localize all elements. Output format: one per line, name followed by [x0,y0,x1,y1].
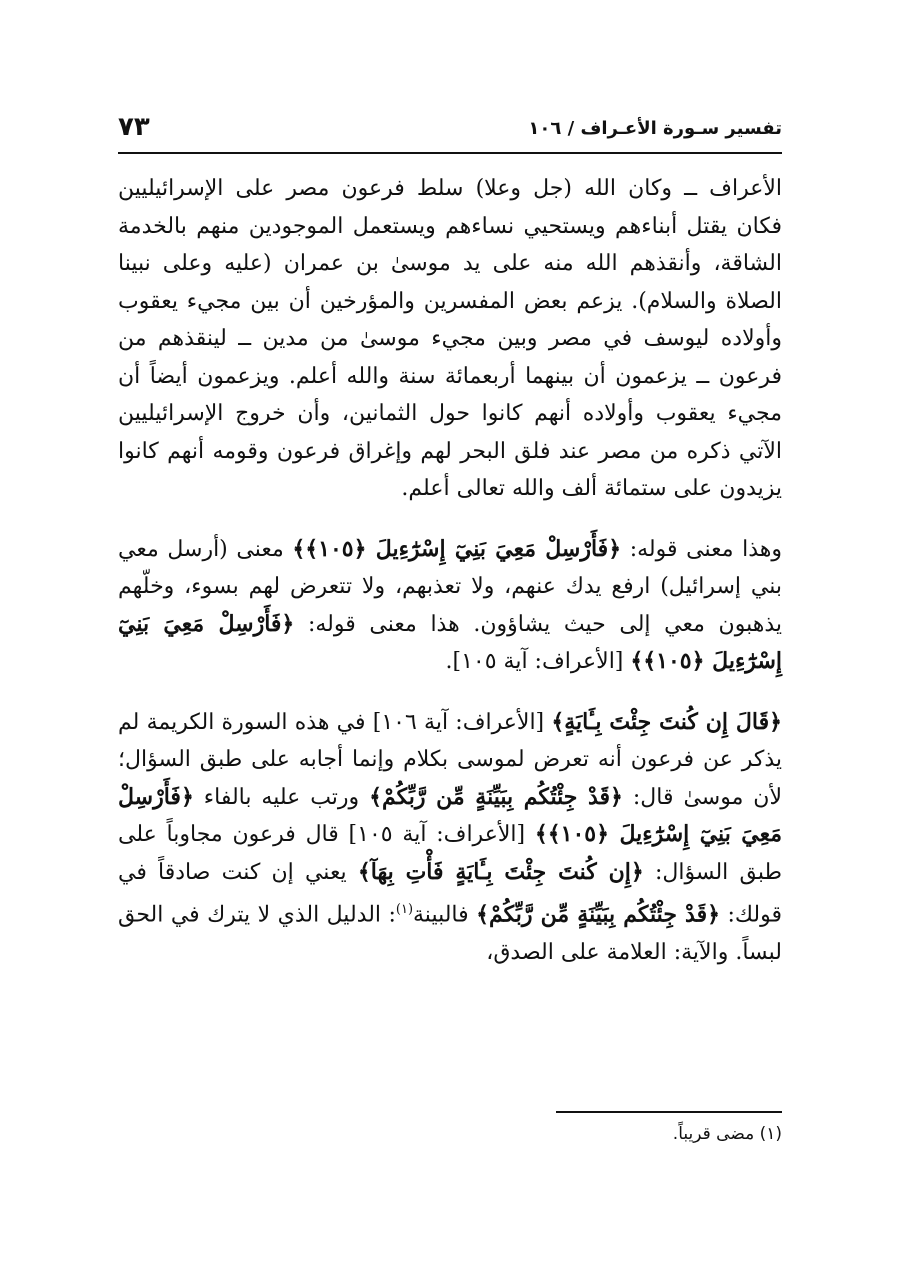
footnote-reference: (١) [395,902,414,917]
quran-verse: ﴿فَأَرْسِلْ مَعِيَ بَنِيٓ إِسْرَٰٓءِيلَ ﴿١٠٥﴾﴾ [292,535,622,562]
footnote-rule [556,1111,782,1113]
paragraph-text: وهذا معنى قوله: [621,536,782,562]
paragraph-1: الأعراف ــ وكان الله (جل وعلا) سلط فرعون مصر على الإسرائيليين فكان يقتل أبناءهم ويستحيي نساءهم ويستعمل الموجودين منهم بالخدمة الشاقة، وأنقذهم الله منه على يد موسىٰ بن عمران (عليه وعلى نبينا الصلاة والسلام). يزعم بعض المفسرين والمؤرخين أن بين مجيء يعقوب وأولاده ليوسف في مصر وبين مجيء موسىٰ من مدين ــ لينقذهم من فرعون ــ يزعمون أن بينهما أربعمائة سنة والله أعلم. ويزعمون أيضاً أن مجيء يعقوب وأولاده أنهم كانوا حول الثمانين، وأن خروج الإسرائيليين الآتي ذكره من مصر عند فلق البحر لهم وإغراق فرعون وقومه أنهم كانوا يزيدون على ستمائة ألف والله تعالى أعلم. [118,176,782,501]
header-rule [118,152,782,154]
running-title: تفسير سـورة الأعـراف / ١٠٦ [528,118,782,139]
body-text [118,170,782,971]
quran-verse: ﴿قَدْ جِئْتُكُم بِبَيِّنَةٍ مِّن رَّبِّكُمْ﴾ [369,783,623,810]
paragraph-2 [118,531,782,681]
page-number: ٧٣ [118,112,150,142]
footnote: (١) مضى قريباً. [672,1124,782,1144]
quran-verse: ﴿قَدْ جِئْتُكُم بِبَيِّنَةٍ مِّن رَّبِّكُمْ﴾ [476,901,720,928]
quran-verse: ﴿فَأَرْسِلْ مَعِيَ بَنِيٓ إِسْرَٰٓءِيلَ ﴿١٠٥﴾﴾ [118,783,783,847]
paragraph-text: ورتب عليه بالفاء [193,784,370,810]
paragraph-text: [الأعراف: آية ١٠٥] قال فرعون مجاوباً على طبق السؤال: [118,822,782,885]
paragraph-text: فالبينة [413,902,477,928]
paragraph-text: يعني إن كنت صادقاً في قولك: [118,859,782,928]
quran-verse: ﴿فَأَرْسِلْ مَعِيَ بَنِيٓ إِسْرَٰٓءِيلَ ﴿١٠٥﴾﴾ [118,610,782,674]
quran-verse: ﴿قَالَ إِن كُنتَ جِئْتَ بِـَٔايَةٍ﴾ [551,708,782,735]
quran-verse: ﴿إِن كُنتَ جِئْتَ بِـَٔايَةٍ فَأْتِ بِهَآ﴾ [357,858,644,885]
page-header [118,112,782,152]
paragraph-text: [الأعراف: آية ١٠٥]. [445,649,631,674]
paragraph-3 [118,704,782,972]
paragraph-text: [الأعراف: آية ١٠٦] في هذه السورة الكريمة لم يذكر عن فرعون أنه تعرض لموسى بكلام وإنما أجابه على طبق السؤال؛ لأن موسىٰ قال: [118,709,783,810]
paragraph-text: معنى (أرسل معي بني إسرائيل) ارفع يدك عنهم، ولا تعذبهم، ولا تتعرض لهم بسوء، وخلّهم يذهبون معي إلى حيث يشاؤون. هذا معنى قوله: [118,536,782,637]
paragraph-text: : الدليل الذي لا يترك في الحق لبساً. والآية: العلامة على الصدق، [118,902,782,965]
